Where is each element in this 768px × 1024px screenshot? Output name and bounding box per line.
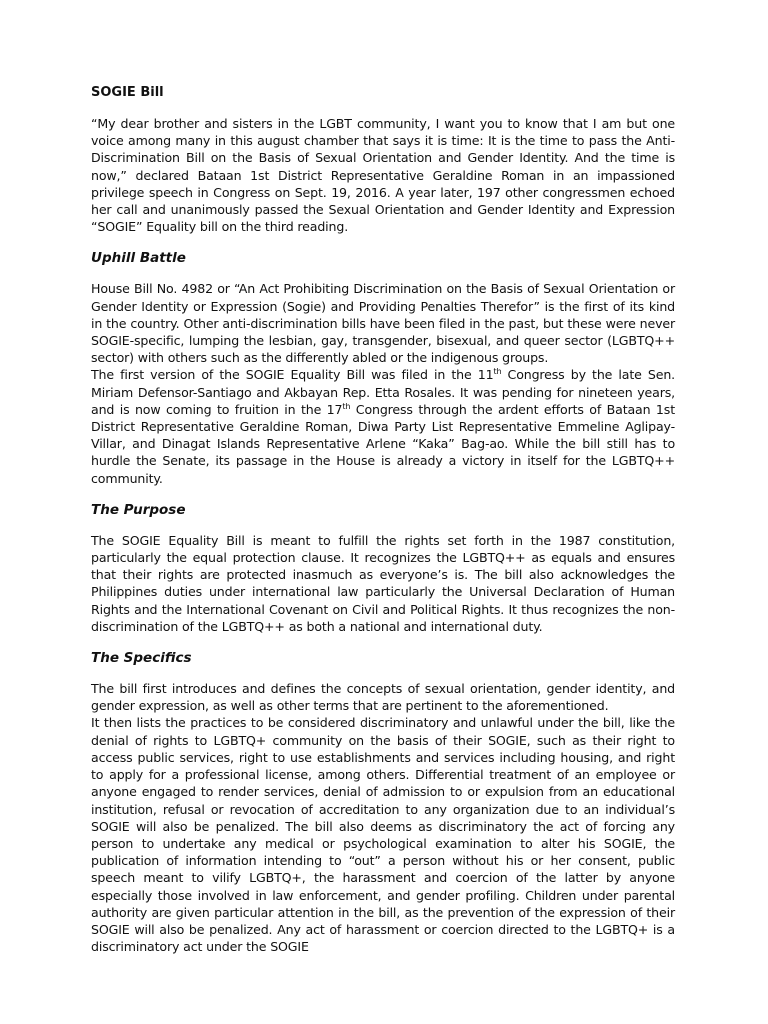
document-page [91, 84, 675, 955]
section-heading-specifics: The Specifics [91, 650, 192, 667]
document-title: SOGIE Bill [91, 85, 164, 100]
intro-paragraph: “My dear brother and sisters in the LGBT community, I want you to know that I am but one voice among many in this august chamber that says it is time: It is the time to pass the Anti-Discrimination Bill on the Basis of Sexual Orientation and Gender Identity. And the time is now,” declared Bataan 1st District Representative Geraldine Roman in an impassioned privilege speech in Congress on Sept. 19, 2016. A year later, 197 other congressmen echoed her call and unanimously passed the Sexual Orientation and Gender Identity and Expression “SOGIE” Equality bill on the third reading. [91, 116, 675, 235]
specifics-paragraph-2: It then lists the practices to be considered discriminatory and unlawful under the bill, like the denial of rights to LGBTQ+ community on the basis of their SOGIE, such as their right to access public services, right to use establishments and services including housing, and right to apply for a professional license, among others. Differential treatment of an employee or anyone engaged to render services, denial of admission to or expulsion from an educational institution, refusal or revocation of accreditation to any organization due to an individual’s SOGIE will also be penalized. The bill also deems as discriminatory the act of forcing any person to undertake any medical or psychological examination to alter his SOGIE, the publication of information intending to “out” a person without his or her consent, public speech meant to vilify LGBTQ+, the harassment and coercion of the latter by anyone especially those involved in law enforcement, and gender profiling. Children under parental authority are given particular attention in the bill, as the prevention of the expression of their SOGIE will also be penalized. Any act of harassment or coercion directed to the LGBTQ+ is a discriminatory act under the SOGIE [91, 715, 675, 955]
specifics-paragraph-1: The bill first introduces and defines the concepts of sexual orientation, gender identity, and gender expression, as well as other terms that are pertinent to the aforementioned. [91, 681, 675, 714]
uphill-battle-text-b: Congress by the late Sen. Miriam Defensor-Santiago and Akbayan Rep. Etta Rosales. It was pending for nineteen years, and is now coming to fruition in the 17 [91, 367, 676, 417]
uphill-battle-paragraph-1: House Bill No. 4982 or “An Act Prohibiting Discrimination on the Basis of Sexual Orientation or Gender Identity or Expression (Sogie) and Providing Penalties Therefor” is the first of its kind in the country. Other anti-discrimination bills have been filed in the past, but these were never SOGIE-specific, lumping the lesbian, gay, transgender, bisexual, and queer sector (LGBTQ++ sector) with others such as the differently abled or the indigenous groups. [91, 281, 675, 366]
ordinal-suffix: th [342, 401, 351, 411]
uphill-battle-paragraph-2 [91, 366, 675, 486]
uphill-battle-text-a: The first version of the SOGIE Equality Bill was filed in the 11 [91, 367, 494, 383]
uphill-battle-text-c: Congress through the ardent efforts of Bataan 1st District Representative Geraldine Roman, Diwa Party List Representative Emmeline Aglipay-Villar, and Dinagat Islands Representative Arlene “Kaka” Bag-ao. While the bill still has to hurdle the Senate, its passage in the House is already a victory in itself for the LGBTQ++ community. [91, 401, 675, 486]
purpose-paragraph: The SOGIE Equality Bill is meant to fulfill the rights set forth in the 1987 constitution, particularly the equal protection clause. It recognizes the LGBTQ++ as equals and ensures that their rights are protected inasmuch as everyone’s is. The bill also acknowledges the Philippines duties under international law particularly the Universal Declaration of Human Rights and the International Covenant on Civil and Political Rights. It thus recognizes the non-discrimination of the LGBTQ++ as both a national and international duty. [91, 532, 675, 634]
section-heading-purpose: The Purpose [91, 501, 186, 518]
ordinal-suffix: th [493, 367, 502, 377]
section-heading-uphill-battle: Uphill Battle [91, 250, 186, 267]
